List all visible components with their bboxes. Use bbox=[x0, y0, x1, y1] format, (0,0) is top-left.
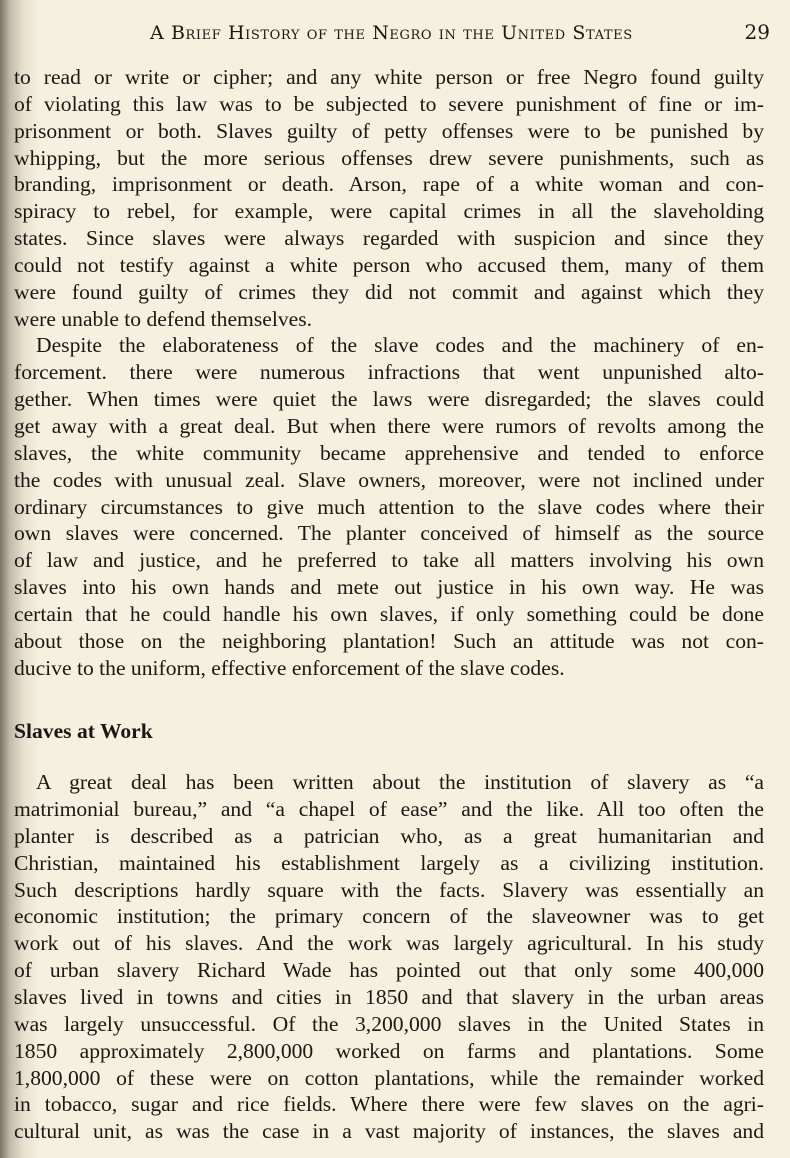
text-line: matrimonial bureau,” and “a chapel of ease” and the like. All too often the bbox=[14, 797, 764, 822]
text-line: certain that he could handle his own slaves, if only something could be done bbox=[14, 601, 764, 626]
section-heading: Slaves at Work bbox=[14, 719, 153, 744]
text-line: states. Since slaves were always regarded with suspicion and since they bbox=[14, 226, 764, 251]
text-line: were unable to defend themselves. bbox=[14, 306, 313, 331]
paragraph-2 bbox=[14, 332, 764, 681]
text-line: in tobacco, sugar and rice fields. Where there were few slaves on the agri- bbox=[14, 1092, 764, 1117]
text-line: forcement. there were numerous infractions that went unpunished alto- bbox=[14, 360, 764, 385]
text-line: ducive to the uniform, effective enforcement of the slave codes. bbox=[14, 655, 565, 680]
text-line: branding, imprisonment or death. Arson, rape of a white woman and con- bbox=[14, 172, 764, 197]
text-line: work out of his slaves. And the work was largely agricultural. In his study bbox=[14, 931, 764, 956]
paragraph-1 bbox=[14, 64, 764, 332]
text-line: gether. When times were quiet the laws were disregarded; the slaves could bbox=[14, 387, 764, 412]
text-line: was largely unsuccessful. Of the 3,200,000 slaves in the United States in bbox=[14, 1011, 764, 1036]
text-line: about those on the neighboring plantation! Such an attitude was not con- bbox=[14, 628, 764, 653]
body-text bbox=[14, 64, 764, 1145]
text-line: economic institution; the primary concern of the slaveowner was to get bbox=[14, 904, 764, 929]
text-line: whipping, but the more serious offenses drew severe punishments, such as bbox=[14, 145, 764, 170]
text-line: slaves lived in towns and cities in 1850 and that slavery in the urban areas bbox=[14, 985, 764, 1009]
text-line: slaves, the white community became apprehensive and tended to enforce bbox=[14, 440, 764, 465]
text-line: to read or write or cipher; and any white person or free Negro found guilty bbox=[14, 65, 764, 89]
text-line: get away with a great deal. But when there were rumors of revolts among the bbox=[14, 413, 764, 438]
text-line: 1,800,000 of these were on cotton plantations, while the remainder worked bbox=[14, 1065, 764, 1090]
running-head bbox=[150, 20, 770, 46]
text-line: Christian, maintained his establishment largely as a civilizing institution. bbox=[14, 850, 764, 875]
text-line: 1850 approximately 2,800,000 worked on farms and plantations. Some bbox=[14, 1038, 764, 1063]
text-line: spiracy to rebel, for example, were capital crimes in all the slaveholding bbox=[14, 199, 764, 224]
paragraph-3 bbox=[14, 769, 764, 1145]
text-line: slaves into his own hands and mete out justice in his own way. He was bbox=[14, 575, 764, 600]
running-title: A Brief History of the Negro in the United States bbox=[150, 22, 633, 44]
text-line: of urban slavery Richard Wade has pointed out that only some 400,000 bbox=[14, 958, 764, 983]
text-line: the codes with unusual zeal. Slave owners, moreover, were not inclined under bbox=[14, 467, 764, 492]
page-number: 29 bbox=[744, 20, 770, 44]
text-line: A great deal has been written about the institution of slavery as “a bbox=[36, 770, 764, 795]
text-line: could not testify against a white person who accused them, many of them bbox=[14, 252, 764, 277]
text-line: Despite the elaborateness of the slave codes and the machinery of en- bbox=[36, 333, 764, 358]
text-line: planter is described as a patrician who, as a great humanitarian and bbox=[14, 823, 764, 848]
text-line: Such descriptions hardly square with the facts. Slavery was essentially an bbox=[14, 877, 764, 902]
text-line: prisonment or both. Slaves guilty of petty offenses were to be punished by bbox=[14, 118, 764, 143]
text-line: of violating this law was to be subjected to severe punishment of fine or im- bbox=[14, 91, 764, 116]
text-line: were found guilty of crimes they did not commit and against which they bbox=[14, 279, 764, 304]
text-line: own slaves were concerned. The planter conceived of himself as the source bbox=[14, 521, 764, 546]
text-line: ordinary circumstances to give much attention to the slave codes where their bbox=[14, 494, 764, 519]
text-line: of law and justice, and he preferred to take all matters involving his own bbox=[14, 548, 764, 573]
text-line: cultural unit, as was the case in a vast majority of instances, the slaves and bbox=[14, 1119, 764, 1144]
